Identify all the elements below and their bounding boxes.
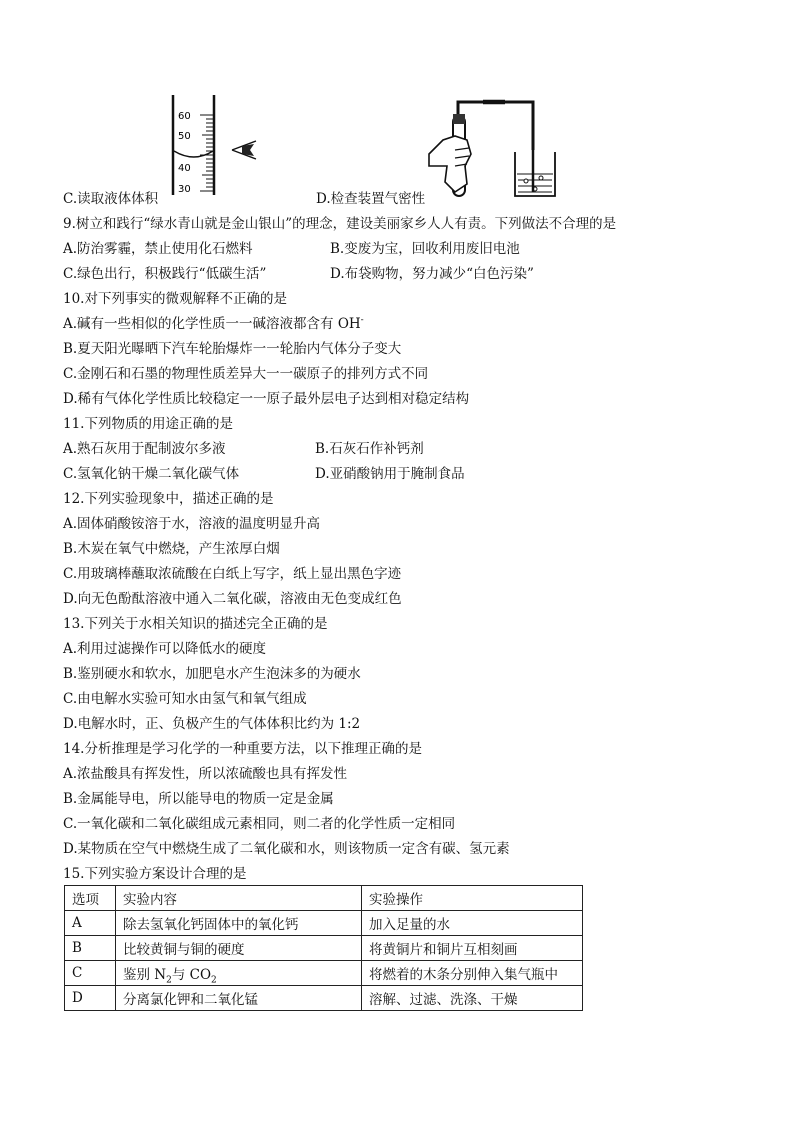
q12-option-a: A.固体硝酸铵溶于水，溶液的温度明显升高 [63,516,321,532]
q10-option-c: C.金刚石和石墨的物理性质差异大一一碳原子的排列方式不同 [63,366,429,382]
q10-option-b: B.夏天阳光曝晒下汽车轮胎爆炸一一轮胎内气体分子变大 [63,341,402,357]
table-row [65,986,583,1011]
table-row [65,961,583,986]
q13-option-d: D.电解水时，正、负极产生的气体体积比约为 1:2 [63,716,361,732]
table-cell-content: 除去氢氧化钙固体中的氧化钙 [116,911,362,936]
tick-label-50: 50 [178,131,191,142]
table-cell-operation: 将黄铜片和铜片互相刻画 [362,936,583,961]
table-cell-option: A [65,911,116,936]
q13-option-c: C.由电解水实验可知水由氢气和氧气组成 [63,691,307,707]
q10-option-d: D.稀有气体化学性质比较稳定一一原子最外层电子达到相对稳定结构 [63,391,470,407]
header-content: 实验内容 [116,886,362,911]
q11-stem: 11.下列物质的用途正确的是 [63,416,233,432]
q12-option-c: C.用玻璃棒蘸取浓硫酸在白纸上写字，纸上显出黑色字迹 [63,566,402,582]
q10-option-a-text: A.碱有一些相似的化学性质一一碱溶液都含有 OH [63,316,361,332]
table-row [65,911,583,936]
table-cell-operation: 将燃着的木条分别伸入集气瓶中 [362,961,583,986]
table-cell-content: 分离氯化钾和二氧化锰 [116,986,362,1011]
q14-option-c: C.一氧化碳和二氧化碳组成元素相同，则二者的化学性质一定相同 [63,816,456,832]
table-cell-content [116,961,362,986]
table-cell-operation: 加入足量的水 [362,911,583,936]
eye-icon [230,138,260,162]
tick-label-30: 30 [178,184,191,195]
subscript: 2 [211,975,217,986]
q9-option-d: D.布袋购物，努力减少“白色污染” [330,266,534,282]
q8-option-c: C.读取液体体积 [63,191,159,207]
airtightness-apparatus-figure [425,96,565,202]
table-header-row [65,886,583,911]
q9-stem: 9.树立和践行“绿水青山就是金山银山”的理念，建设美丽家乡人人有责。下列做法不合理的是 [63,216,617,232]
table-row [65,936,583,961]
q12-option-d: D.向无色酚酞溶液中通入二氧化碳，溶液由无色变成红色 [63,591,402,607]
q10-option-a [63,315,364,333]
q9-option-a: A.防治雾霾，禁止使用化石燃料 [63,241,253,257]
header-operation: 实验操作 [362,886,583,911]
table-cell-operation: 溶解、过滤、洗涤、干燥 [362,986,583,1011]
q9-option-b: B.变废为宝，回收利用废旧电池 [330,241,520,257]
q15-stem: 15.下列实验方案设计合理的是 [63,866,247,882]
q14-stem: 14.分析推理是学习化学的一种重要方法，以下推理正确的是 [63,741,422,757]
superscript-minus: - [360,315,364,326]
content-text-b: 与 CO [171,967,212,983]
subscript: 2 [166,975,172,986]
q14-option-d: D.某物质在空气中燃烧生成了二氧化碳和水，则该物质一定含有碳、氢元素 [63,841,510,857]
table-cell-option: C [65,961,116,986]
content-text-a: 鉴别 N [123,967,167,983]
q12-stem: 12.下列实验现象中，描述正确的是 [63,491,274,507]
table-cell-option: D [65,986,116,1011]
table-cell-content: 比较黄铜与铜的硬度 [116,936,362,961]
tick-label-40: 40 [178,163,191,174]
q11-option-c: C.氢氧化钠干燥二氧化碳气体 [63,466,240,482]
q12-option-b: B.木炭在氧气中燃烧，产生浓厚白烟 [63,541,280,557]
q11-option-b: B.石灰石作补钙剂 [315,441,424,457]
q11-option-a: A.熟石灰用于配制波尔多液 [63,441,226,457]
q11-option-d: D.亚硝酸钠用于腌制食品 [315,466,465,482]
q13-option-a: A.利用过滤操作可以降低水的硬度 [63,641,267,657]
tick-label-60: 60 [178,111,191,122]
q9-option-c: C.绿色出行，积极践行“低碳生活” [63,266,267,282]
q13-option-b: B.鉴别硬水和软水，加肥皂水产生泡沫多的为硬水 [63,666,361,682]
experiment-design-table [64,885,583,1011]
table-cell-option: B [65,936,116,961]
q14-option-a: A.浓盐酸具有挥发性，所以浓硫酸也具有挥发性 [63,766,348,782]
q8-option-d: D.检查装置气密性 [316,191,426,207]
q10-stem: 10.对下列事实的微观解释不正确的是 [63,291,287,307]
q14-option-b: B.金属能导电，所以能导电的物质一定是金属 [63,791,334,807]
header-option: 选项 [65,886,116,911]
q13-stem: 13.下列关于水相关知识的描述完全正确的是 [63,616,328,632]
